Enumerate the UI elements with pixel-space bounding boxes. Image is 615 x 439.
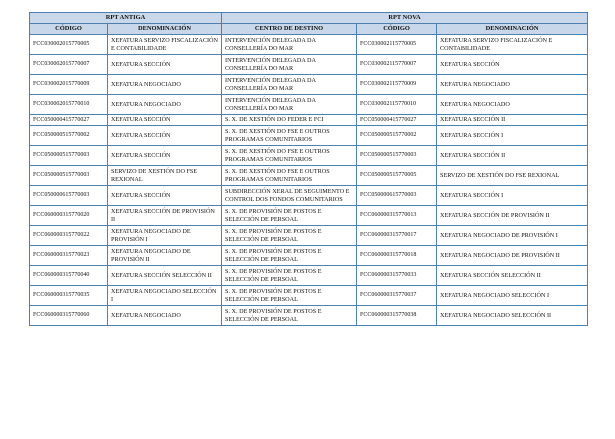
cell-denominacion-old: XEFATURA NEGOCIADO [108,306,222,326]
group-header-row [30,13,588,24]
cell-denominacion-new: XEFATURA NEGOCIADO DE PROVISIÓN II [437,246,588,266]
table-row [30,115,588,126]
cell-denominacion-new: XEFATURA NEGOCIADO DE PROVISIÓN I [437,226,588,246]
group-header-rpt-antiga: RPT ANTIGA [30,13,222,24]
cell-codigo-old: FCC060000315770040 [30,266,108,286]
table-row [30,166,588,186]
cell-denominacion-old: XEFATURA SECCIÓN [108,186,222,206]
cell-codigo-new: FCC030002115770007 [357,55,437,75]
cell-denominacion-new: XEFATURA SECCIÓN [437,55,588,75]
cell-centro-destino: INTERVENCIÓN DELEGADA DA CONSELLERÍA DO MAR [222,95,357,115]
cell-codigo-new: FCC030002115770009 [357,75,437,95]
cell-codigo-new: FCC060000315770013 [357,206,437,226]
column-header-row [30,24,588,35]
cell-centro-destino: S. X. DE XESTIÓN DO FSE E OUTROS PROGRAMAS COMUNITARIOS [222,146,357,166]
cell-codigo-old: FCC060000315770023 [30,246,108,266]
table-row [30,186,588,206]
cell-denominacion-new: XEFATURA SECCIÓN I [437,126,588,146]
cell-centro-destino: SUBDIRECCIÓN XERAL DE SEGUIMENTO E CONTROL DOS FONDOS COMUNITARIOS [222,186,357,206]
cell-denominacion-old: XEFATURA NEGOCIADO [108,75,222,95]
cell-denominacion-old: XEFATURA SERVIZO FISCALIZACIÓN E CONTABILIDADE [108,35,222,55]
cell-denominacion-old: XEFATURA SECCIÓN [108,115,222,126]
column-header-centro-destino: CENTRO DE DESTINO [222,24,357,35]
table-row [30,95,588,115]
cell-codigo-new: FCC060000315770037 [357,286,437,306]
cell-denominacion-new: SERVIZO DE XESTIÓN DO FSE REXIONAL [437,166,588,186]
cell-codigo-old: FCC050000515770003 [30,146,108,166]
cell-denominacion-new: XEFATURA NEGOCIADO [437,95,588,115]
cell-codigo-old: FCC050000615770003 [30,186,108,206]
table-row [30,75,588,95]
cell-denominacion-old: SERVIZO DE XESTIÓN DO FSE REXIONAL [108,166,222,186]
table-row [30,306,588,326]
cell-denominacion-old: XEFATURA SECCIÓN DE PROVISIÓN II [108,206,222,226]
cell-codigo-new: FCC030002115770010 [357,95,437,115]
cell-denominacion-new: XEFATURA SECCIÓN DE PROVISIÓN II [437,206,588,226]
cell-codigo-new: FCC050000415770027 [357,115,437,126]
cell-codigo-old: FCC030002015770005 [30,35,108,55]
cell-centro-destino: S. X. DE PROVISIÓN DE POSTOS E SELECCIÓN DE PERSOAL [222,206,357,226]
cell-codigo-new: FCC060000315770017 [357,226,437,246]
cell-centro-destino: S. X. DE XESTIÓN DO FEDER E FCI [222,115,357,126]
cell-codigo-old: FCC060000315770020 [30,206,108,226]
cell-centro-destino: INTERVENCIÓN DELEGADA DA CONSELLERÍA DO MAR [222,55,357,75]
table-row [30,286,588,306]
cell-denominacion-new: XEFATURA SECCIÓN I [437,186,588,206]
cell-centro-destino: INTERVENCIÓN DELEGADA DA CONSELLERÍA DO MAR [222,35,357,55]
cell-codigo-new: FCC030002115770005 [357,35,437,55]
table-body [30,35,588,326]
cell-centro-destino: S. X. DE PROVISIÓN DE POSTOS E SELECCIÓN DE PERSOAL [222,246,357,266]
cell-denominacion-new: XEFATURA SECCIÓN SELECCIÓN II [437,266,588,286]
cell-denominacion-old: XEFATURA SECCIÓN SELECCIÓN II [108,266,222,286]
cell-codigo-old: FCC050000515770003 [30,166,108,186]
cell-denominacion-new: XEFATURA NEGOCIADO SELECCIÓN II [437,306,588,326]
table-row [30,35,588,55]
rpt-table [29,12,588,326]
column-header-denominacion-old: DENOMINACIÓN [108,24,222,35]
cell-codigo-new: FCC050000515770002 [357,126,437,146]
cell-denominacion-old: XEFATURA NEGOCIADO DE PROVISIÓN II [108,246,222,266]
cell-denominacion-new: XEFATURA SERVIZO FISCALIZACIÓN E CONTABILIDADE [437,35,588,55]
cell-denominacion-old: XEFATURA NEGOCIADO [108,95,222,115]
cell-denominacion-old: XEFATURA SECCIÓN [108,146,222,166]
cell-codigo-new: FCC050000515770005 [357,166,437,186]
cell-centro-destino: S. X. DE PROVISIÓN DE POSTOS E SELECCIÓN DE PERSOAL [222,226,357,246]
cell-denominacion-new: XEFATURA NEGOCIADO SELECCIÓN I [437,286,588,306]
cell-codigo-new: FCC060000315770038 [357,306,437,326]
cell-codigo-old: FCC060000315770022 [30,226,108,246]
table-row [30,266,588,286]
column-header-codigo-new: CÓDIGO [357,24,437,35]
cell-codigo-new: FCC060000315770018 [357,246,437,266]
cell-centro-destino: S. X. DE XESTIÓN DO FSE E OUTROS PROGRAMAS COMUNITARIOS [222,126,357,146]
table-row [30,206,588,226]
table-row [30,126,588,146]
cell-centro-destino: S. X. DE XESTIÓN DO FSE E OUTROS PROGRAMAS COMUNITARIOS [222,166,357,186]
cell-centro-destino: S. X. DE PROVISIÓN DE POSTOS E SELECCIÓN DE PERSOAL [222,306,357,326]
table-row [30,226,588,246]
cell-denominacion-new: XEFATURA SECCIÓN II [437,115,588,126]
cell-codigo-old: FCC050000415770027 [30,115,108,126]
cell-codigo-old: FCC030002015770009 [30,75,108,95]
group-header-rpt-nova: RPT NOVA [222,13,588,24]
cell-centro-destino: S. X. DE PROVISIÓN DE POSTOS E SELECCIÓN DE PERSOAL [222,286,357,306]
cell-denominacion-new: XEFATURA NEGOCIADO [437,75,588,95]
cell-codigo-old: FCC050000515770002 [30,126,108,146]
cell-codigo-old: FCC030002015770007 [30,55,108,75]
cell-centro-destino: INTERVENCIÓN DELEGADA DA CONSELLERÍA DO MAR [222,75,357,95]
cell-denominacion-old: XEFATURA NEGOCIADO SELECCIÓN I [108,286,222,306]
cell-codigo-new: FCC050000515770003 [357,146,437,166]
cell-denominacion-old: XEFATURA SECCIÓN [108,126,222,146]
cell-codigo-new: FCC060000315770033 [357,266,437,286]
cell-codigo-old: FCC060000315770035 [30,286,108,306]
column-header-codigo-old: CÓDIGO [30,24,108,35]
cell-denominacion-old: XEFATURA NEGOCIADO DE PROVISIÓN I [108,226,222,246]
column-header-denominacion-new: DENOMINACIÓN [437,24,588,35]
cell-codigo-old: FCC030002015770010 [30,95,108,115]
cell-denominacion-old: XEFATURA SECCIÓN [108,55,222,75]
table-row [30,146,588,166]
table-row [30,246,588,266]
table-row [30,55,588,75]
cell-centro-destino: S. X. DE PROVISIÓN DE POSTOS E SELECCIÓN DE PERSOAL [222,266,357,286]
cell-codigo-new: FCC050000615770003 [357,186,437,206]
cell-codigo-old: FCC060000315770060 [30,306,108,326]
cell-denominacion-new: XEFATURA SECCIÓN II [437,146,588,166]
